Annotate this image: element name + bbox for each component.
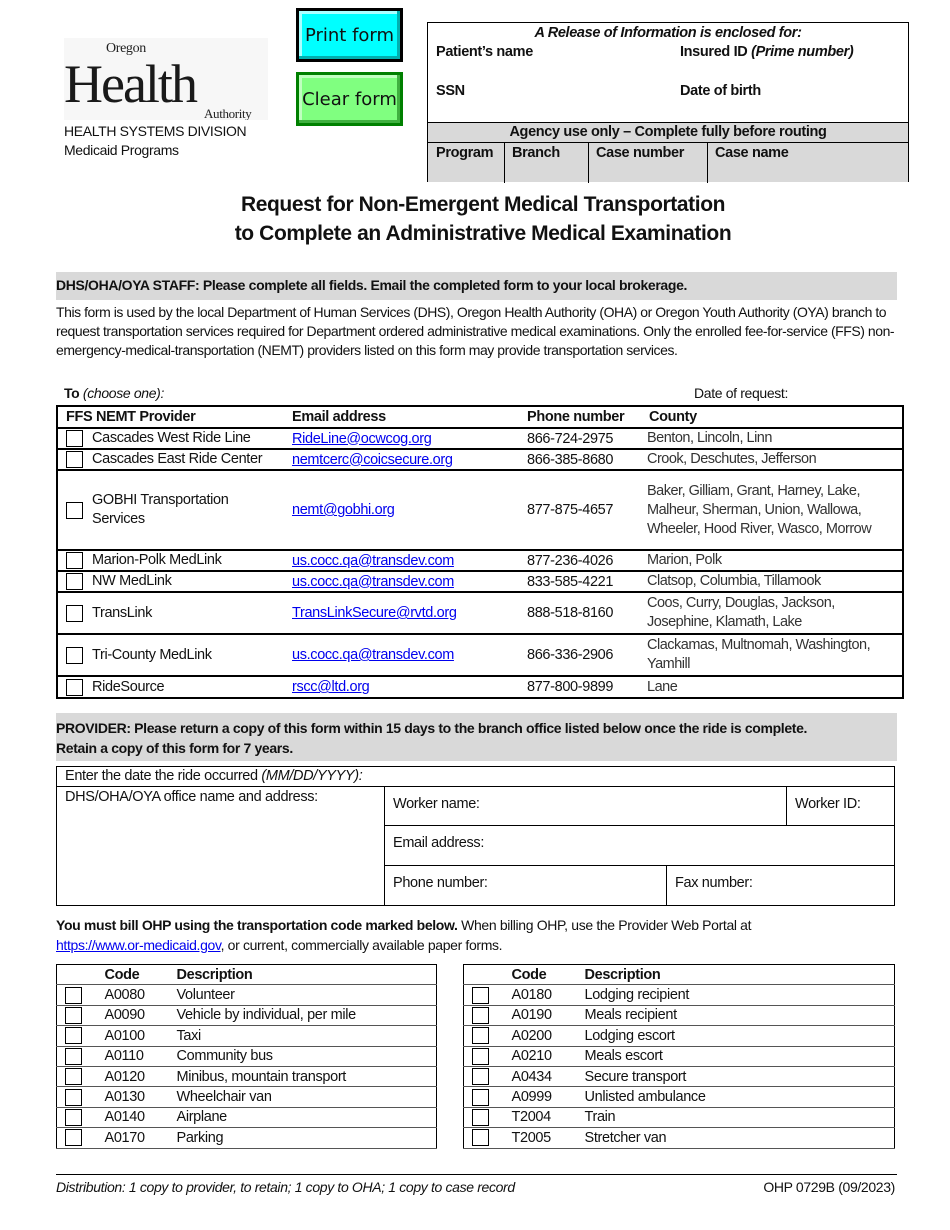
agency-title: Agency use only – Complete fully before routing xyxy=(509,124,827,140)
office-field[interactable]: DHS/OHA/OYA office name and address: xyxy=(56,786,385,906)
code-row xyxy=(464,1046,895,1066)
code-row xyxy=(464,1128,895,1148)
code-description: Minibus, mountain transport xyxy=(176,1068,346,1085)
code-row xyxy=(57,1066,437,1086)
col-description: Description xyxy=(584,966,661,983)
code-description: Community bus xyxy=(176,1048,273,1065)
program-field[interactable]: Program xyxy=(436,145,494,161)
provider-phone: 866-336-2906 xyxy=(527,647,614,663)
provider-email-link[interactable]: rscc@ltd.org xyxy=(292,679,370,695)
provider-county: Coos, Curry, Douglas, Jackson, Josephine, Klamath, Lake xyxy=(647,595,835,630)
provider-county: Marion, Polk xyxy=(647,552,722,568)
provider-checkbox[interactable] xyxy=(66,679,83,696)
code-description: Volunteer xyxy=(176,987,235,1004)
form-title-line1: Request for Non-Emergent Medical Transportation xyxy=(240,193,726,216)
provider-name: Marion-Polk MedLink xyxy=(92,552,222,568)
provider-county: Baker, Gilliam, Grant, Harney, Lake, Malheur, Sherman, Union, Wallowa, Wheeler, Hood River, Wasco, Morrow xyxy=(647,482,872,537)
ride-date-field[interactable] xyxy=(65,767,886,786)
ride-date-format: (MM/DD/YYYY): xyxy=(261,768,363,784)
provider-name: TransLink xyxy=(92,604,152,621)
code-value: A0110 xyxy=(104,1048,144,1065)
provider-row xyxy=(57,449,903,470)
code-checkbox[interactable] xyxy=(65,1048,82,1065)
provider-table xyxy=(56,405,904,699)
code-description: Stretcher van xyxy=(584,1129,667,1146)
footer-divider xyxy=(56,1174,897,1175)
code-description: Secure transport xyxy=(584,1068,687,1085)
phone-field[interactable]: Phone number: xyxy=(384,865,667,906)
code-checkbox[interactable] xyxy=(65,1068,82,1085)
code-description: Unlisted ambulance xyxy=(584,1089,706,1106)
code-description: Train xyxy=(584,1109,616,1126)
code-checkbox[interactable] xyxy=(472,987,489,1004)
billing-instructions: When billing OHP, use the Provider Web Portal at xyxy=(457,917,752,933)
ride-date-label: Enter the date the ride occurred xyxy=(65,768,258,784)
date-of-request-field[interactable]: Date of request: xyxy=(694,385,789,401)
provider-phone: 888-518-8160 xyxy=(527,605,614,621)
code-row xyxy=(57,1128,437,1148)
col-code: Code xyxy=(104,966,140,983)
code-description: Vehicle by individual, per mile xyxy=(176,1007,356,1024)
provider-county: Clatsop, Columbia, Tillamook xyxy=(647,573,821,589)
provider-phone: 866-724-2975 xyxy=(527,430,614,447)
code-row xyxy=(464,1087,895,1107)
svg-text:Health: Health xyxy=(64,54,196,114)
code-value: A0090 xyxy=(104,1007,145,1024)
patient-name-field[interactable]: Patient’s name xyxy=(436,44,533,60)
code-value: A0080 xyxy=(104,987,145,1004)
provider-phone: 833-585-4221 xyxy=(527,573,614,590)
code-row xyxy=(57,1087,437,1107)
code-description: Lodging recipient xyxy=(584,987,689,1004)
code-description: Lodging escort xyxy=(584,1027,675,1044)
oha-logo xyxy=(64,38,268,120)
code-checkbox[interactable] xyxy=(472,1089,489,1106)
to-label xyxy=(64,385,164,401)
code-row xyxy=(57,1005,437,1025)
code-checkbox[interactable] xyxy=(472,1007,489,1024)
form-title-line2: to Complete an Administrative Medical Examination xyxy=(234,222,732,245)
code-row xyxy=(57,985,437,1005)
code-description: Meals escort xyxy=(584,1048,663,1065)
code-checkbox[interactable] xyxy=(65,1007,82,1024)
insured-id-label: Insured ID xyxy=(680,44,748,60)
provider-checkbox[interactable] xyxy=(66,451,83,468)
code-value: A0170 xyxy=(104,1129,145,1146)
provider-email-link[interactable]: nemtcerc@coicsecure.org xyxy=(292,451,453,468)
fax-field[interactable]: Fax number: xyxy=(666,865,895,906)
code-value: A0100 xyxy=(104,1027,145,1044)
provider-row xyxy=(57,571,903,592)
branch-field[interactable]: Branch xyxy=(512,145,560,161)
provider-row xyxy=(57,550,903,571)
svg-text:Authority: Authority xyxy=(204,106,252,120)
code-checkbox[interactable] xyxy=(472,1027,489,1044)
provider-county: Lane xyxy=(647,678,678,695)
release-box xyxy=(427,22,909,182)
insured-id-note: (Prime number) xyxy=(751,44,854,60)
codes-table-left xyxy=(56,964,437,1149)
provider-banner-line2: Retain a copy of this form for 7 years. xyxy=(56,740,293,756)
code-row xyxy=(464,1107,895,1127)
case-name-field[interactable]: Case name xyxy=(715,145,789,161)
provider-email-link[interactable]: nemt@gobhi.org xyxy=(292,502,395,518)
provider-county: Benton, Lincoln, Linn xyxy=(647,430,772,446)
provider-row xyxy=(57,470,903,550)
svg-text:Oregon: Oregon xyxy=(106,41,146,56)
provider-email-link[interactable]: TransLinkSecure@rvtd.org xyxy=(292,605,457,621)
code-value: T2004 xyxy=(511,1109,551,1126)
code-row xyxy=(464,1066,895,1086)
col-code: Code xyxy=(511,966,547,983)
provider-name: RideSource xyxy=(92,678,165,695)
intro-paragraph: This form is used by the local Department of Human Services (DHS), Oregon Health Authority (OHA) or Oregon Youth Authority (OYA) branch to request transportation services required for Department ordered administrative medical examinations. Only the enrolled fee-for-service (FFS) non-emergency-medical-transportation (NEMT) providers listed on this form may provide transportation services. xyxy=(56,304,895,358)
clear-form-button[interactable]: Clear form xyxy=(296,72,403,126)
provider-row xyxy=(57,676,903,698)
code-checkbox[interactable] xyxy=(65,987,82,1004)
code-description: Wheelchair van xyxy=(176,1089,272,1106)
to-note: (choose one): xyxy=(82,385,164,401)
provider-banner xyxy=(56,713,897,761)
program-name: Medicaid Programs xyxy=(64,142,179,158)
provider-row xyxy=(57,428,903,449)
code-value: A0200 xyxy=(511,1027,552,1044)
code-row xyxy=(57,1107,437,1127)
code-value: A0999 xyxy=(511,1089,552,1106)
provider-phone: 877-800-9899 xyxy=(527,679,614,695)
provider-name: Cascades East Ride Center xyxy=(92,451,263,467)
print-form-button[interactable]: Print form xyxy=(296,8,403,62)
provider-email-link[interactable]: us.cocc.qa@transdev.com xyxy=(292,647,454,663)
code-value: A0180 xyxy=(511,987,552,1004)
code-description: Airplane xyxy=(176,1109,227,1126)
col-county: County xyxy=(649,409,697,425)
code-checkbox[interactable] xyxy=(472,1048,489,1065)
provider-phone: 877-236-4026 xyxy=(527,552,614,569)
provider-banner-line1: PROVIDER: Please return a copy of this form within 15 days to the branch office listed below once the ride is complete. xyxy=(56,720,808,736)
medicaid-portal-link[interactable]: https://www.or-medicaid.gov xyxy=(56,936,221,953)
code-row xyxy=(464,1005,895,1025)
to-text: To xyxy=(64,385,80,401)
distribution-note: Distribution: 1 copy to provider, to retain; 1 copy to OHA; 1 copy to case record xyxy=(56,1179,515,1195)
provider-phone: 866-385-8680 xyxy=(527,451,614,468)
col-description: Description xyxy=(176,966,253,983)
insured-id-field[interactable] xyxy=(680,44,853,60)
code-row xyxy=(464,1026,895,1046)
release-title: A Release of Information is enclosed for: xyxy=(534,25,802,41)
code-checkbox[interactable] xyxy=(65,1089,82,1106)
code-checkbox[interactable] xyxy=(65,1109,82,1126)
provider-county: Crook, Deschutes, Jefferson xyxy=(647,451,817,467)
billing-bold: You must bill OHP using the transportation code marked below. xyxy=(56,917,458,933)
form-id: OHP 0729B (09/2023) xyxy=(763,1179,895,1195)
code-checkbox[interactable] xyxy=(472,1109,489,1126)
billing-text xyxy=(56,916,916,955)
col-phone: Phone number xyxy=(527,409,625,425)
provider-checkbox[interactable] xyxy=(66,605,83,622)
provider-row xyxy=(57,592,903,634)
col-provider: FFS NEMT Provider xyxy=(66,409,196,425)
ssn-field[interactable]: SSN xyxy=(436,83,465,99)
division-name: HEALTH SYSTEMS DIVISION xyxy=(64,123,247,139)
col-email: Email address xyxy=(292,409,386,425)
provider-email-link[interactable]: us.cocc.qa@transdev.com xyxy=(292,552,454,569)
worker-name-field[interactable]: Worker name: xyxy=(384,786,787,826)
code-value: A0140 xyxy=(104,1109,145,1126)
code-value: T2005 xyxy=(511,1129,551,1146)
code-description: Taxi xyxy=(176,1027,201,1044)
provider-checkbox[interactable] xyxy=(66,647,83,664)
provider-checkbox[interactable] xyxy=(66,502,83,519)
provider-checkbox[interactable] xyxy=(66,430,83,447)
provider-name: NW MedLink xyxy=(92,573,172,589)
code-value: A0434 xyxy=(511,1068,552,1085)
staff-banner: DHS/OHA/OYA STAFF: Please complete all fields. Email the completed form to your local brokerage. xyxy=(56,272,897,300)
codes-table-right xyxy=(463,964,895,1149)
provider-name: Cascades West Ride Line xyxy=(92,430,251,446)
provider-checkbox[interactable] xyxy=(66,552,83,569)
code-value: A0210 xyxy=(511,1048,552,1065)
billing-tail: , or current, commercially available paper forms. xyxy=(220,936,503,953)
provider-county: Clackamas, Multnomah, Washington, Yamhill xyxy=(647,637,871,672)
provider-email-link[interactable]: RideLine@ocwcog.org xyxy=(292,430,432,447)
code-checkbox[interactable] xyxy=(65,1129,82,1146)
provider-name: Tri-County MedLink xyxy=(92,646,212,663)
code-row xyxy=(57,1026,437,1046)
code-value: A0120 xyxy=(104,1068,145,1085)
worker-id-field[interactable]: Worker ID: xyxy=(786,786,895,826)
code-checkbox[interactable] xyxy=(472,1068,489,1085)
provider-name: GOBHI Transportation Services xyxy=(92,492,229,527)
code-description: Parking xyxy=(176,1129,224,1146)
provider-checkbox[interactable] xyxy=(66,573,83,590)
provider-row xyxy=(57,634,903,676)
code-checkbox[interactable] xyxy=(65,1027,82,1044)
provider-phone: 877-875-4657 xyxy=(527,502,614,518)
dob-field[interactable]: Date of birth xyxy=(680,83,761,99)
code-value: A0190 xyxy=(511,1007,552,1024)
code-row xyxy=(464,985,895,1005)
case-number-field[interactable]: Case number xyxy=(596,145,685,161)
code-checkbox[interactable] xyxy=(472,1129,489,1146)
email-field[interactable]: Email address: xyxy=(384,825,895,866)
provider-email-link[interactable]: us.cocc.qa@transdev.com xyxy=(292,573,454,590)
code-row xyxy=(57,1046,437,1066)
code-value: A0130 xyxy=(104,1089,145,1106)
code-description: Meals recipient xyxy=(584,1007,677,1024)
